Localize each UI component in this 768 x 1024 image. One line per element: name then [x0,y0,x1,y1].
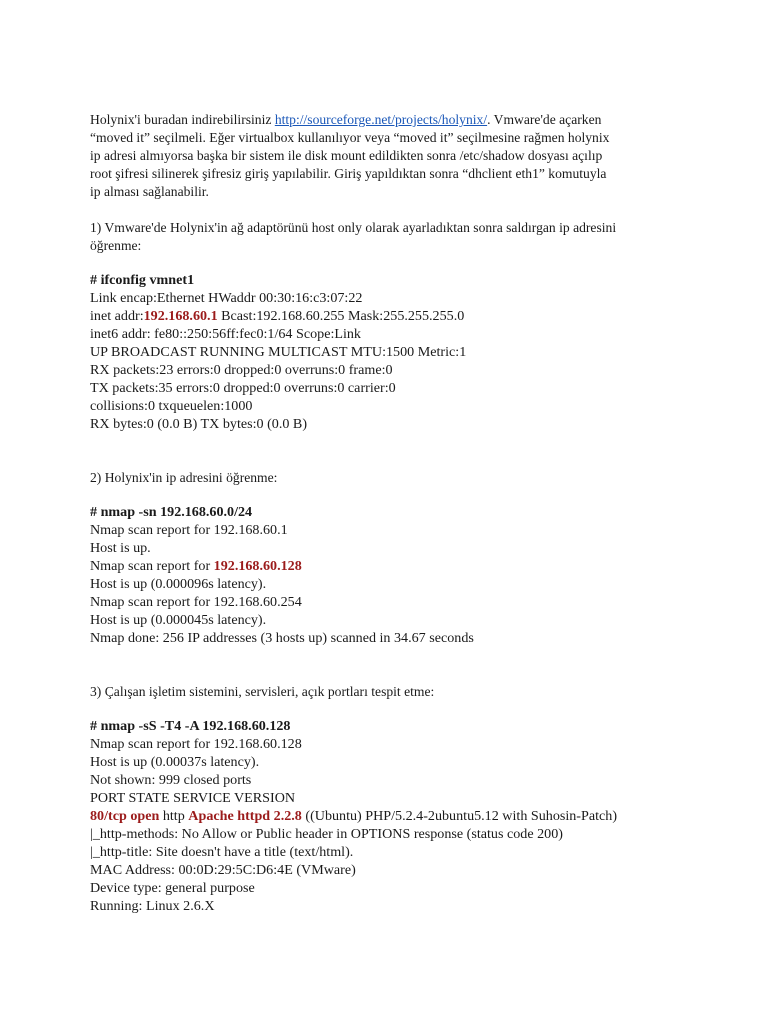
service-version-highlight: Apache httpd 2.2.8 [188,808,302,824]
output-line: Nmap scan report for 192.168.60.254 [90,594,302,610]
output-line: Host is up. [90,540,151,556]
output-text: inet addr: [90,308,144,324]
output-line: Host is up (0.000045s latency). [90,612,267,628]
sourceforge-link[interactable]: http://sourceforge.net/projects/holynix/ [274,112,488,127]
attacker-ip-highlight: 192.168.60.1 [143,308,218,324]
output-line: |_http-methods: No Allow or Public header in OPTIONS response (status code 200) [90,826,563,842]
output-line: UP BROADCAST RUNNING MULTICAST MTU:1500 Metric:1 [90,344,467,360]
output-line: Not shown: 999 closed ports [90,772,252,788]
output-line: RX packets:23 errors:0 dropped:0 overruns:0 frame:0 [90,362,393,378]
output-line: Running: Linux 2.6.X [90,898,215,914]
intro-text: . Vmware'de açarken [487,112,602,127]
step2-command: # nmap -sn 192.168.60.0/24 [90,504,253,520]
intro-line: root şifresi silinerek şifresiz giriş yapılabilir. Giriş yapıldıktan sonra “dhclient eth1” komutuyla [90,166,607,181]
output-line: TX packets:35 errors:0 dropped:0 overruns:0 carrier:0 [90,380,396,396]
output-line [90,807,690,825]
output-line: PORT STATE SERVICE VERSION [90,790,296,806]
step3-heading [90,683,690,701]
output-line: |_http-title: Site doesn't have a title (text/html). [90,844,354,860]
output-line: Link encap:Ethernet HWaddr 00:30:16:c3:07:22 [90,290,363,306]
output-line: Host is up (0.000096s latency). [90,576,267,592]
intro-text: Holynix'i buradan indirebilirsiniz [90,112,272,127]
open-port-highlight: 80/tcp open [90,808,160,824]
target-ip-highlight: 192.168.60.128 [213,558,302,574]
output-line: Nmap scan report for 192.168.60.1 [90,522,288,538]
intro-line: ip alması sağlanabilir. [90,184,209,199]
step3-terminal-block [90,717,690,915]
intro-line: ip adresi almıyorsa başka bir sistem ile disk mount edildikten sonra /etc/shadow dosyası açılıp [90,148,603,163]
step1-heading [90,219,690,255]
output-line: MAC Address: 00:0D:29:5C:D6:4E (VMware) [90,862,356,878]
step1-heading-line: 1) Vmware'de Holynix'in ağ adaptörünü host only olarak ayarladıktan sonra saldırgan ip adresini [90,220,617,235]
step1-command: # ifconfig vmnet1 [90,272,195,288]
output-line: inet6 addr: fe80::250:56ff:fec0:1/64 Scope:Link [90,326,361,342]
output-text: Bcast:192.168.60.255 Mask:255.255.255.0 [217,308,465,324]
output-line: Nmap done: 256 IP addresses (3 hosts up) scanned in 34.67 seconds [90,630,474,646]
output-line: RX bytes:0 (0.0 B) TX bytes:0 (0.0 B) [90,416,308,432]
step1-terminal-block [90,271,690,433]
output-text: Nmap scan report for [90,558,214,574]
step2-heading-line: 2) Holynix'in ip adresini öğrenme: [90,470,278,485]
intro-paragraph [90,111,690,201]
output-line: Nmap scan report for 192.168.60.128 [90,736,302,752]
output-line: collisions:0 txqueuelen:1000 [90,398,253,414]
step1-heading-line: öğrenme: [90,238,142,253]
output-line: Host is up (0.00037s latency). [90,754,260,770]
step2-terminal-block [90,503,690,647]
step2-heading [90,469,690,487]
output-line [90,557,690,575]
step3-heading-line: 3) Çalışan işletim sistemini, servisleri, açık portları tespit etme: [90,684,435,699]
intro-line [90,111,690,129]
intro-line: “moved it” seçilmeli. Eğer virtualbox kullanılıyor veya “moved it” seçilmesine rağmen holynix [90,130,610,145]
output-line [90,307,690,325]
output-line: Device type: general purpose [90,880,255,896]
output-text: http [159,808,189,824]
output-text: ((Ubuntu) PHP/5.2.4-2ubuntu5.12 with Suhosin-Patch) [301,808,618,824]
step3-command: # nmap -sS -T4 -A 192.168.60.128 [90,718,291,734]
